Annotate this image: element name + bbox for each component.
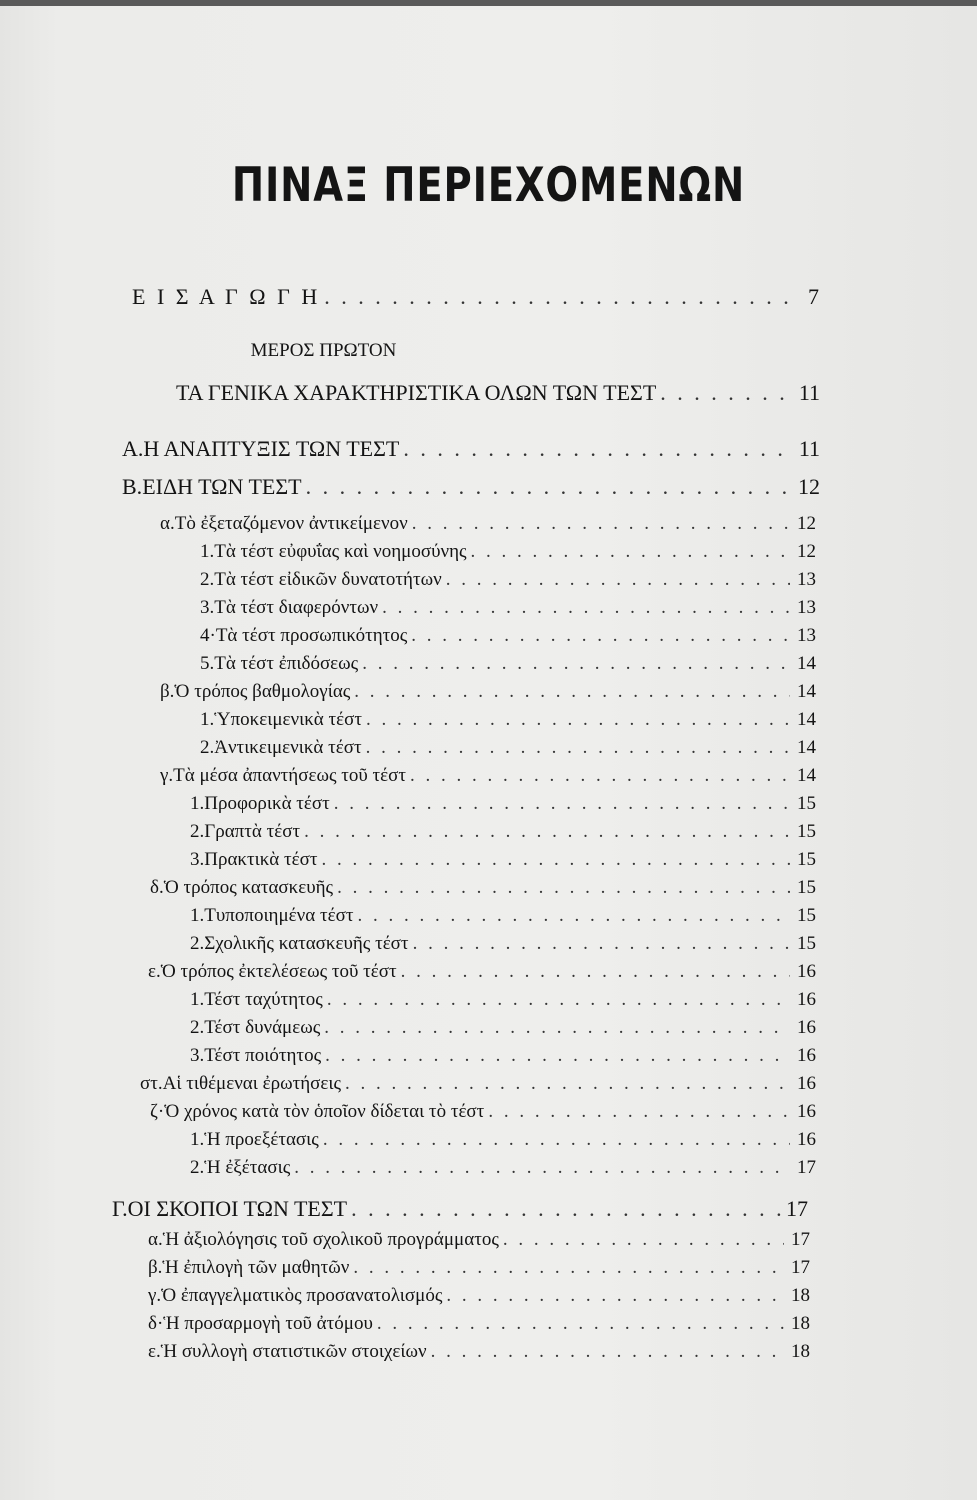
leader-dots: [323, 1129, 790, 1151]
toc-entry-page: 14: [797, 737, 816, 758]
toc-entry-label: 1.: [200, 541, 215, 562]
toc-entry-text: Ἡ ἐπιλογὴ τῶν μαθητῶν: [162, 1257, 350, 1278]
leader-dots: [324, 284, 796, 310]
toc-entry-page: 13: [797, 625, 816, 646]
toc-entry-label: Γ.: [112, 1196, 128, 1221]
leader-dots: [431, 1341, 784, 1363]
toc-entry-page: 16: [797, 1101, 816, 1122]
toc-entry-page: 13: [797, 569, 816, 590]
leader-dots: [488, 1101, 790, 1123]
toc-entry: [176, 380, 820, 406]
toc-entry-text: Τὰ τέστ εἰδικῶν δυνατοτήτων: [214, 569, 442, 590]
toc-entry-page: 14: [797, 681, 816, 702]
toc-entry: [190, 849, 816, 871]
leader-dots: [503, 1229, 784, 1251]
toc-entry: [190, 1129, 816, 1151]
part-heading: [0, 340, 977, 362]
toc-entry-label: γ.: [148, 1285, 162, 1306]
toc-entry: [190, 1045, 816, 1067]
toc-entry-label: 2.: [190, 933, 205, 954]
toc-entry-page: 18: [791, 1285, 810, 1306]
toc-entry: [190, 1017, 816, 1039]
toc-entry: [160, 765, 816, 787]
toc-entry-text: Τυποποιημένα τέστ: [204, 905, 354, 926]
toc-entry-text: Ἡ ἀξιολόγησις τοῦ σχολικοῦ προγράμματος: [162, 1229, 499, 1250]
toc-entry-label: Β.: [122, 474, 143, 499]
toc-entry-text: Τὰ τέστ εὐφυΐας καὶ νοημοσύνης: [214, 541, 467, 562]
leader-dots: [660, 380, 794, 406]
toc-entry-text: Τὰ τέστ ἐπιδόσεως: [214, 653, 359, 674]
toc-entry-text: Σχολικῆς κατασκευῆς τέστ: [204, 933, 409, 954]
leader-dots: [413, 933, 790, 955]
toc-entry-text: Γραπτὰ τέστ: [204, 821, 301, 842]
leader-dots: [304, 821, 790, 843]
toc-entry: [112, 1196, 808, 1222]
toc-entry-page: 13: [797, 597, 816, 618]
leader-dots: [377, 1313, 784, 1335]
leader-dots: [366, 737, 790, 759]
toc-entry-text: Ὁ ἐπαγγελματικὸς προσανατολισμός: [161, 1285, 443, 1306]
leader-dots: [411, 625, 790, 647]
toc-entry-label: 4·: [200, 625, 216, 646]
toc-entry: [148, 1341, 810, 1363]
toc-entry: [200, 625, 816, 647]
toc-entry: [190, 793, 816, 815]
toc-entry-label: στ.: [140, 1073, 163, 1094]
toc-entry-page: 15: [797, 849, 816, 870]
leader-dots: [410, 765, 790, 787]
toc-entry-text: Ἀντικειμενικὰ τέστ: [214, 737, 362, 758]
toc-entry-text: Τέστ ταχύτητος: [204, 989, 323, 1010]
toc-entry-text: Ὑποκειμενικὰ τέστ: [214, 709, 362, 730]
leader-dots: [324, 1017, 790, 1039]
part-heading-text: ΜΕΡΟΣ ΠΡΩΤΟΝ: [250, 340, 397, 361]
toc-entry-page: 16: [797, 1045, 816, 1066]
toc-entry-label: 3.: [200, 597, 215, 618]
toc-entry-page: 17: [791, 1257, 810, 1278]
toc-entry-text: Ἡ προσαρμογὴ τοῦ ἀτόμου: [163, 1313, 373, 1334]
toc-entry-text: Προφορικὰ τέστ: [204, 793, 330, 814]
leader-dots: [353, 1257, 784, 1279]
toc-entry: [148, 1313, 810, 1335]
toc-entry-text: Τὸ ἐξεταζόμενον ἀντικείμενον: [174, 513, 408, 534]
toc-entry-text: Ἡ προεξέτασις: [204, 1129, 319, 1150]
toc-entry: [148, 1257, 810, 1279]
toc-entry-page: 7: [808, 284, 822, 309]
toc-entry-text: Ὁ τρόπος κατασκευῆς: [163, 877, 334, 898]
toc-entry-page: 11: [798, 436, 820, 461]
toc-entry-label: β.: [148, 1257, 163, 1278]
toc-entry: [148, 1229, 810, 1251]
leader-dots: [362, 653, 790, 675]
toc-entry-intro: [132, 284, 822, 310]
leader-dots: [354, 681, 790, 703]
toc-entry-text: ΟΙ ΣΚΟΠΟΙ ΤΩΝ ΤΕΣΤ: [127, 1196, 348, 1221]
toc-entry: [140, 1073, 816, 1095]
toc-entry-label: 1.: [190, 793, 205, 814]
toc-entry: [148, 961, 816, 983]
leader-dots: [403, 436, 794, 462]
toc-entry-page: 15: [797, 877, 816, 898]
toc-entry-page: 16: [797, 1129, 816, 1150]
toc-entry: [190, 821, 816, 843]
toc-entry-text: Ἡ ἐξέτασις: [204, 1157, 291, 1178]
toc-entry-text: ΕΙΔΗ ΤΩΝ ΤΕΣΤ: [142, 474, 302, 499]
toc-entry-page: 15: [797, 821, 816, 842]
toc-entry-label: γ.: [160, 765, 174, 786]
toc-entry-page: 18: [791, 1341, 810, 1362]
leader-dots: [325, 1045, 790, 1067]
toc-entry-page: 15: [797, 793, 816, 814]
toc-entry: [200, 597, 816, 619]
leader-dots: [471, 541, 790, 563]
toc-entry-label: δ·: [148, 1313, 164, 1334]
leader-dots: [401, 961, 790, 983]
toc-entry: [160, 681, 816, 703]
toc-entry-label: α.: [160, 513, 175, 534]
toc-entry-text: ΤΑ ΓΕΝΙΚΑ ΧΑΡΑΚΤΗΡΙΣΤΙΚΑ ΟΛΩΝ ΤΩΝ ΤΕΣΤ: [176, 380, 657, 405]
leader-dots: [446, 1285, 784, 1307]
toc-entry-page: 12: [797, 541, 816, 562]
toc-entry-label: ε.: [148, 961, 161, 982]
toc-entry-text: Ὁ χρόνος κατὰ τὸν ὁποῖον δίδεται τὸ τέστ: [164, 1101, 485, 1122]
toc-entry: [150, 877, 816, 899]
toc-entry-text: Ὁ τρόπος βαθμολογίας: [174, 681, 351, 702]
toc-entry-text: Τὰ τέστ διαφερόντων: [214, 597, 379, 618]
toc-entry-text: Πρακτικὰ τέστ: [204, 849, 318, 870]
toc-entry-text: Αἱ τιθέμεναι ἐρωτήσεις: [162, 1073, 342, 1094]
leader-dots: [294, 1157, 790, 1179]
toc-entry-label: 5.: [200, 653, 215, 674]
leader-dots: [351, 1196, 782, 1222]
leader-dots: [412, 513, 790, 535]
toc-entry-page: 16: [797, 961, 816, 982]
toc-entry-label: α.: [148, 1229, 163, 1250]
leader-dots: [366, 709, 790, 731]
toc-entry-page: 15: [797, 905, 816, 926]
toc-entry-text: Τὰ τέστ προσωπικότητος: [215, 625, 408, 646]
toc-entry-label: 1.: [190, 989, 205, 1010]
toc-entry-label: 2.: [200, 569, 215, 590]
toc-entry-label: 1.: [190, 1129, 205, 1150]
toc-entry-page: 18: [791, 1313, 810, 1334]
toc-entry-page: 15: [797, 933, 816, 954]
toc-entry: [160, 513, 816, 535]
toc-entry-page: 12: [797, 513, 816, 534]
toc-entry-label: Α.: [122, 436, 144, 461]
toc-entry-page: 11: [798, 380, 820, 405]
toc-entry-label: 1.: [190, 905, 205, 926]
toc-entry-text: Τὰ μέσα ἀπαντήσεως τοῦ τέστ: [173, 765, 407, 786]
toc-entry: [200, 709, 816, 731]
toc-entry-page: 12: [798, 474, 820, 499]
leader-dots: [306, 474, 794, 500]
toc-entry: [200, 737, 816, 759]
toc-entry-page: 14: [797, 709, 816, 730]
toc-entry-label: 1.: [200, 709, 215, 730]
toc-entry-page: 16: [797, 989, 816, 1010]
toc-entry-label: β.: [160, 681, 175, 702]
toc-entry: [122, 436, 820, 462]
toc-entry-label: 2.: [190, 1017, 205, 1038]
page-title: ΠΙΝΑΞ ΠΕΡΙΕΧΟΜΕΝΩΝ: [231, 158, 746, 213]
toc-entry-text: Ε Ι Σ Α Γ Ω Γ Η: [132, 284, 321, 309]
toc-entry: [200, 653, 816, 675]
leader-dots: [382, 597, 790, 619]
leader-dots: [357, 905, 790, 927]
toc-entry-label: ζ·: [150, 1101, 165, 1122]
leader-dots: [345, 1073, 790, 1095]
leader-dots: [327, 989, 790, 1011]
toc-entry-text: Τέστ δυνάμεως: [204, 1017, 321, 1038]
toc-entry: [148, 1285, 810, 1307]
toc-entry: [190, 1157, 816, 1179]
toc-entry-page: 17: [791, 1229, 810, 1250]
toc-entry: [200, 569, 816, 591]
toc-entry: [150, 1101, 816, 1123]
toc-entry-page: 14: [797, 653, 816, 674]
toc-entry-label: 3.: [190, 1045, 205, 1066]
toc-entry: [190, 989, 816, 1011]
toc-entry-text: Ὁ τρόπος ἐκτελέσεως τοῦ τέστ: [160, 961, 397, 982]
toc-entry: [200, 541, 816, 563]
toc-entry-page: 17: [786, 1196, 808, 1221]
leader-dots: [446, 569, 790, 591]
toc-entry-label: 3.: [190, 849, 205, 870]
leader-dots: [322, 849, 791, 871]
leader-dots: [334, 793, 790, 815]
toc-entry-page: 14: [797, 765, 816, 786]
toc-entry-label: 2.: [190, 1157, 205, 1178]
toc-entry-page: 17: [797, 1157, 816, 1178]
toc-entry-label: 2.: [200, 737, 215, 758]
toc-entry-text: Ἡ συλλογὴ στατιστικῶν στοιχείων: [160, 1341, 427, 1362]
toc-entry-label: δ.: [150, 877, 164, 898]
toc-entry-page: 16: [797, 1017, 816, 1038]
toc-entry-page: 16: [797, 1073, 816, 1094]
toc-entry-label: ε.: [148, 1341, 161, 1362]
toc-entry-text: Τέστ ποιότητος: [204, 1045, 322, 1066]
toc-entry-label: 2.: [190, 821, 205, 842]
toc-entry: [190, 905, 816, 927]
leader-dots: [337, 877, 790, 899]
toc-entry-text: Η ΑΝΑΠΤΥΞΙΣ ΤΩΝ ΤΕΣΤ: [143, 436, 400, 461]
toc-entry: [190, 933, 816, 955]
toc-entry: [122, 474, 820, 500]
